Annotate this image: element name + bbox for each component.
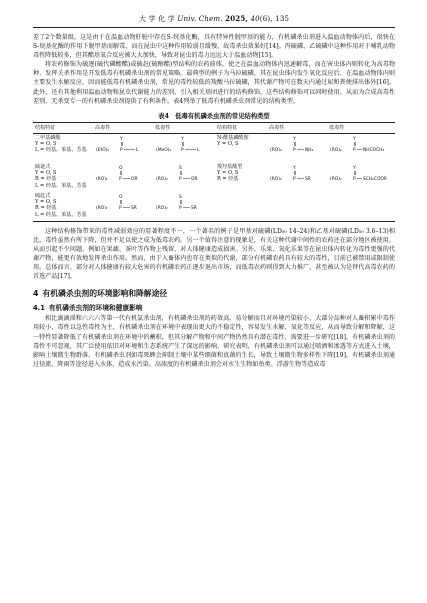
- svg-text:(RO)₂: (RO)₂: [155, 176, 168, 182]
- svg-text:P: P: [178, 205, 182, 211]
- svg-text:Y: Y: [119, 136, 123, 142]
- svg-text:(RO)₂: (RO)₂: [269, 176, 282, 182]
- structure-low-toxicity: [153, 163, 215, 192]
- structure-low-toxicity: [153, 133, 215, 163]
- svg-text:P: P: [180, 147, 184, 153]
- structure-high-toxicity: [267, 133, 327, 163]
- svg-text:P: P: [352, 176, 356, 182]
- section-4-1-heading: [33, 302, 395, 312]
- svg-text:OR: OR: [190, 176, 198, 182]
- running-header: [33, 14, 395, 28]
- svg-text:P: P: [292, 147, 296, 153]
- svg-text:L: L: [135, 147, 139, 153]
- col-header-feature-left: 结构特征: [33, 122, 93, 133]
- svg-text:Y: Y: [352, 136, 356, 142]
- volume: 40: [250, 15, 260, 23]
- svg-text:SR: SR: [190, 205, 197, 211]
- empty-cell: [215, 192, 267, 222]
- journal-name-en: Univ. Chem.: [177, 15, 223, 23]
- structure-low-toxicity: [327, 133, 395, 163]
- svg-text:(MeO)₂: (MeO)₂: [155, 147, 172, 153]
- svg-text:P: P: [118, 176, 122, 182]
- page: [33, 14, 395, 369]
- structure-low-toxicity: [153, 192, 215, 222]
- svg-text:OR: OR: [130, 176, 138, 182]
- structure-high-toxicity: [267, 163, 327, 192]
- section-number: 4: [33, 289, 39, 299]
- class-n-acyl-phosphoramide: N-酰基磷酰胺 Y = O, S: [216, 134, 249, 148]
- col-header-low-left: 低毒性: [153, 122, 215, 133]
- svg-text:(EtO)₂: (EtO)₂: [95, 147, 110, 153]
- svg-text:S: S: [178, 194, 182, 200]
- class-thiono: 硫逐式 Y = O, S R = 经基 L = 经基、苯基、芳基: [35, 163, 87, 189]
- class-carboxyl-ester: 羧羟基酯型 Y = O, S R = 经基: [216, 163, 243, 183]
- svg-text:P: P: [292, 176, 296, 182]
- svg-text:(RO)₂: (RO)₂: [329, 176, 342, 182]
- table-caption: 表4 低毒有机磷杀虫剂的常见结构类型: [158, 112, 270, 120]
- structure-high-toxicity: [93, 163, 153, 192]
- table-row: [33, 163, 395, 192]
- svg-text:SR: SR: [304, 176, 311, 182]
- svg-text:P: P: [178, 176, 182, 182]
- section-4-heading: [33, 288, 395, 299]
- svg-text:(RO)₂: (RO)₂: [95, 205, 108, 211]
- svg-text:SCH₂COOR: SCH₂COOR: [362, 176, 387, 182]
- section-title: 有机磷杀虫剂的环境影响和降解途径: [42, 289, 168, 299]
- svg-text:(RO)₂: (RO)₂: [269, 147, 282, 153]
- class-dimethyl-ester: 二甲基磷酯 Y = O, S L = 经基、苯基、芳基: [35, 134, 87, 154]
- svg-text:O: O: [118, 194, 123, 200]
- structure-low-toxicity: [327, 163, 395, 192]
- col-header-low-right: 低毒性: [327, 122, 395, 133]
- svg-text:(RO)₂: (RO)₂: [95, 176, 108, 182]
- structure-high-toxicity: [93, 133, 153, 163]
- svg-text:Y: Y: [292, 165, 296, 171]
- paragraph-3: 这种结构修饰带来的毒性减弱效应的显著程度不一，一个著名的例子是甲基对硫磷(LD₅₀ 14–24)和乙基对硫磷(LD₅₀ 3.6–13)相比，毒性虽然有所下降，但并不足以使之成为低毒农药。另一个值得注意的现象是，有关这种代谢中间性的农药还在部分地区被使用，从而引起不少问题。例如在果蔬、茶叶等作物上残留，对人体健康造成损害。另外，乐果、氧化乐果等在昆虫体内转化为毒性更强的代谢产物，能更有效地发挥杀虫作用。然而，由于人畜体内也存在类似的代谢，部分有机磷农药具有较大的毒性，目前已被禁用或限制使用。总体而言，部分对人体健康有较大危害的有机磷农药正逐步退出市场，而低毒农药则得到大力推广，甚至被认为是替代高毒农药的首选产品[17]。: [33, 227, 395, 281]
- table-row: [33, 192, 395, 222]
- svg-text:P: P: [119, 147, 123, 153]
- svg-text:O: O: [118, 165, 123, 171]
- svg-text:P: P: [352, 147, 356, 153]
- svg-text:NHCOCH₃: NHCOCH₃: [362, 147, 385, 153]
- col-header-high-left: 高毒性: [93, 122, 153, 133]
- table-row: [33, 133, 395, 163]
- class-thiolo: 硫赶式 Y = O, S R = 经基 L = 经基、苯基、芳基: [33, 192, 93, 222]
- svg-text:P: P: [118, 205, 122, 211]
- table-header-row: [33, 122, 395, 133]
- col-header-high-right: 高毒性: [267, 122, 327, 133]
- svg-text:Y: Y: [180, 136, 184, 142]
- structure-high-toxicity: [93, 192, 153, 222]
- svg-text:SR: SR: [130, 205, 137, 211]
- empty-cell: [327, 192, 395, 222]
- svg-text:Y: Y: [352, 165, 356, 171]
- paragraph-4: 相比滴滴涕和六六六等第一代有机氯杀虫剂，有机磷杀虫剂的药效高、易分解而且对环境污染较小，大部分品种对人畜积累中毒作用较小，毒性以急性毒性为主，有机磷杀虫剂在环境中表现出更大的不稳定性，容易发生水解、氧化等反应，从而导致分解和降解，这一特性显著降低了有机磷杀虫剂在环境中的蓄积，但其分解产物和中间产物仍然具有潜在毒性，需要进一步研究[18]。有机磷杀虫剂的毒性不可忽视，其广泛使用依旧对环境和生态系统产生了深远的影响，研究表明，有机磷杀虫剂可以通过喷洒和渗透等方式进入土壤，影响土壤微生物群落，有机磷杀虫剂如毒死蜱会抑制土壤中某些细菌和真菌的生长，导致土壤微生物多样性下降[19]，有机磷杀虫剂通过径流、降雨等途径进入水体，造成水污染。高浓度的有机磷杀虫剂会对水生生物如鱼类、浮游生物等造成毒: [33, 315, 395, 368]
- structure-table: [33, 122, 395, 222]
- issue-pages: (6), 135: [259, 15, 290, 23]
- paragraph-2: 将农药修饰为硫逐(硫代磷酸酯)或硫赶(硫醇酯)型结构的农药前体，使之在温血动物体内迅速解毒，而在害虫体内则转化为高毒物种，发挥关杀作用是开发低毒有机磷杀虫剂的常见策略。最典型的例子为马拉硫磷，其在昆虫体内发生氧化反应后，在温血动物体内则主要发生水解反应，因而能低毒有机磷杀虫剂，常见的毒性较低的羧酸马拉硫磷，其代谢产物可在数天内通过尿和粪便排出体外[16]。此外，还有其他利用温血动物和昆虫代谢能力的差别，引入相关基团进行的结构修饰，这些结构修饰可以同时使用，从而为合成高毒性差别、无杀变专一的有机磷杀虫剂提供了有利条件。表4列举了低毒有机磷杀虫剂常见的结构类型。: [33, 61, 395, 105]
- svg-text:Y: Y: [292, 136, 296, 142]
- svg-text:L: L: [196, 147, 200, 153]
- journal-name: 大 学 化 学: [138, 15, 175, 23]
- svg-text:S: S: [178, 165, 182, 171]
- svg-text:NH₂: NH₂: [304, 147, 314, 153]
- paragraph-1: 差了2个数量级，这是由于在温血动物肝脏中存在S-烷基化酶，具有特异性脱甲基的能力，有机磷杀虫剂进入温血动物体内后，很快在S-烷基化酶的作用下脱甲基而解毒，而在昆虫中这种作用较弱且缓慢，故毒杀虫效果好[14]。丙硫磷、乙硫磷中这种作用对于哺乳动物毒性降低较多，但其酯基氧合反应被大大加快，导致对昆虫的毒力远远大于温血动物[15]。: [33, 34, 395, 60]
- empty-cell: [267, 192, 327, 222]
- year: 2025,: [225, 14, 249, 23]
- subsection-number: 4.1: [33, 304, 45, 313]
- svg-text:(RO)₂: (RO)₂: [329, 147, 342, 153]
- subsection-title: 有机磷杀虫剂的环境和健康影响: [48, 304, 143, 313]
- col-header-feature-right: 结构特征: [215, 122, 267, 133]
- svg-text:(RO)₂: (RO)₂: [155, 205, 168, 211]
